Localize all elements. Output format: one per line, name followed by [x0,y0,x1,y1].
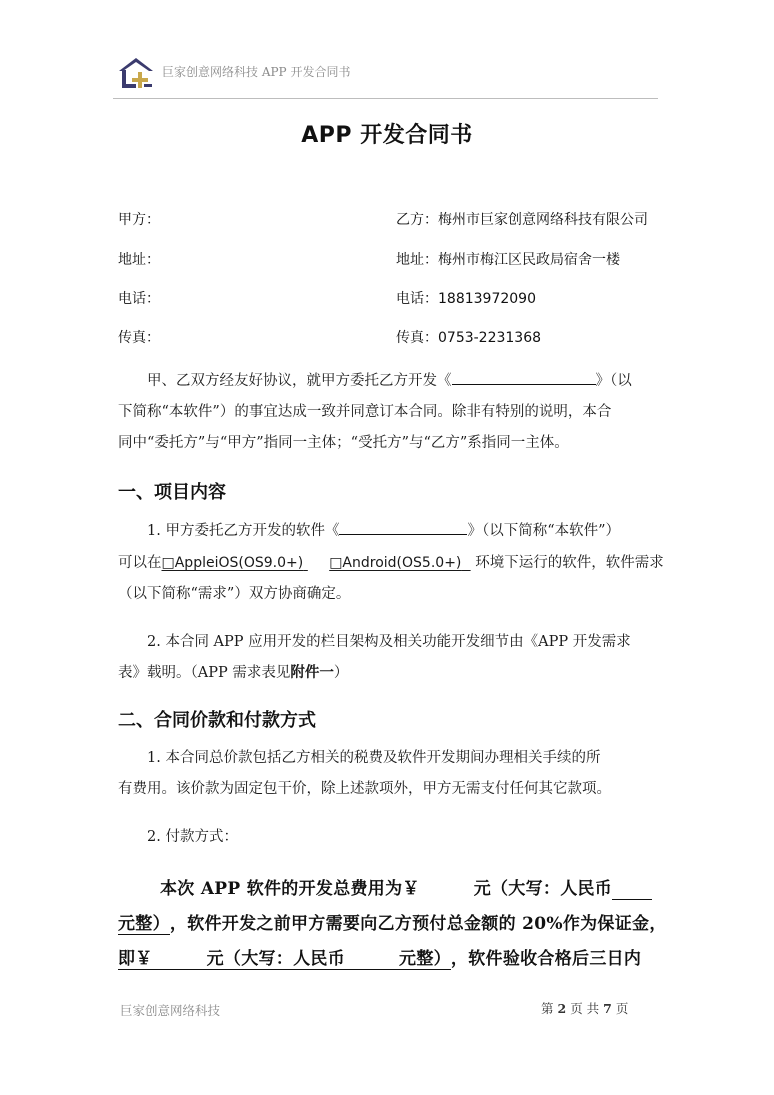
section-1-heading: 一、项目内容 [118,482,226,503]
deposit-capital-label: 元（大写：人民币 [206,949,346,969]
payment-line-3 [118,944,641,970]
party-a-label: 甲方： [118,212,160,228]
intro-line-1-text: 甲、乙双方经友好协议，就甲方委托乙方开发《 [147,373,452,390]
party-a-address-label: 地址： [118,252,160,268]
intro-line-2: 下简称“本软件”）的事宜达成一致并同意订本合同。除非有特别的说明，本合 [118,404,612,420]
party-b-block [396,209,648,229]
s1-item1-line1 [147,519,620,540]
section-2-heading: 二、合同价款和付款方式 [118,710,316,731]
party-b-name: 梅州市巨家创意网络科技有限公司 [438,212,648,228]
party-b-fax: 0753-2231368 [438,330,542,346]
deposit-amount-block [118,944,451,970]
deposit-currency: 即￥ [118,949,153,969]
software-name-blank [452,369,596,385]
party-b-address-block [396,249,620,269]
header-title: 巨家创意网络科技 APP 开发合同书 [162,65,351,79]
s1-item2-line2 [118,661,348,682]
page-indicator [541,999,628,1017]
software-name-blank-2 [339,519,467,535]
s1-item2-line2-end: ） [333,665,349,681]
s2-item1-line1: 1. 本合同总价款包括乙方相关的税费及软件开发期间办理相关手续的所 [147,750,601,766]
header-divider [113,98,658,99]
acceptance-sentence: ，软件验收合格后三日内 [450,949,642,969]
party-a-fax-label: 传真： [118,330,160,346]
footer-company: 巨家创意网络科技 [120,1003,221,1018]
attachment-one-ref: 附件一 [290,665,334,681]
intro-line-1-end: 》（以 [595,373,632,390]
party-b-phone: 18813972090 [438,291,536,307]
deposit-sentence: ，软件开发之前甲方需要向乙方预付总金额的 20%作为保证金， [169,914,667,934]
option-trailing-underline [461,555,470,571]
payment-total-label: 本次 APP 软件的开发总费用为￥ [160,879,420,899]
party-b-label: 乙方： [396,212,438,228]
intro-line-1 [147,369,632,390]
payment-line-1 [160,874,652,900]
page-prefix: 第 [541,1001,554,1016]
deposit-capital-end: 元整） [399,949,451,969]
party-a-phone-label: 电话： [118,291,160,307]
s1-item1-line2-end: 环境下运行的软件，软件需求 [475,555,664,571]
party-b-fax-label: 传真： [396,330,438,346]
page-number: 2 [557,1001,567,1016]
s1-item1-line2-prefix: 可以在 [118,555,162,571]
party-b-address: 梅州市梅江区民政局宿舍一楼 [438,252,620,268]
s1-item1-line3: （以下简称“需求”）双方协商确定。 [118,586,351,602]
payment-total-capital-label: 元（大写：人民币 [473,879,613,899]
party-b-phone-label: 电话： [396,291,438,307]
option-gap-underline [303,555,329,571]
party-b-fax-block [396,327,541,347]
s1-item1-line1-text: 1. 甲方委托乙方开发的软件《 [147,523,340,540]
intro-line-3: 同中“委托方”与“甲方”指同一主体；“受托方”与“乙方”系指同一主体。 [118,435,569,451]
ios-checkbox-option[interactable]: □AppleiOS(OS9.0+) [161,555,304,571]
party-b-address-label: 地址： [396,252,438,268]
payment-line-2 [118,909,667,935]
total-capital-blank [612,879,652,900]
page-mid: 页 共 [570,1001,600,1016]
document-title: APP 开发合同书 [301,123,473,148]
s1-item1-line2 [118,551,664,572]
company-logo-icon [116,54,156,90]
s2-item1-line2: 有费用。该价款为固定包干价，除上述款项外，甲方无需支付任何其它款项。 [118,781,611,797]
page-total: 7 [603,1001,612,1016]
s2-item2: 2. 付款方式： [147,829,238,845]
s1-item2-line2-text: 表》载明。（APP 需求表见 [118,665,291,681]
page-suffix: 页 [615,1001,629,1016]
party-b-phone-block [396,288,536,308]
android-checkbox-option[interactable]: □Android(OS5.0+) [329,555,462,571]
s1-item2-line1: 2. 本合同 APP 应用开发的栏目架构及相关功能开发细节由《APP 开发需求 [147,634,631,650]
s1-item1-line1-end: 》（以下简称“本软件”） [467,523,621,540]
total-capital-end: 元整） [118,909,170,935]
